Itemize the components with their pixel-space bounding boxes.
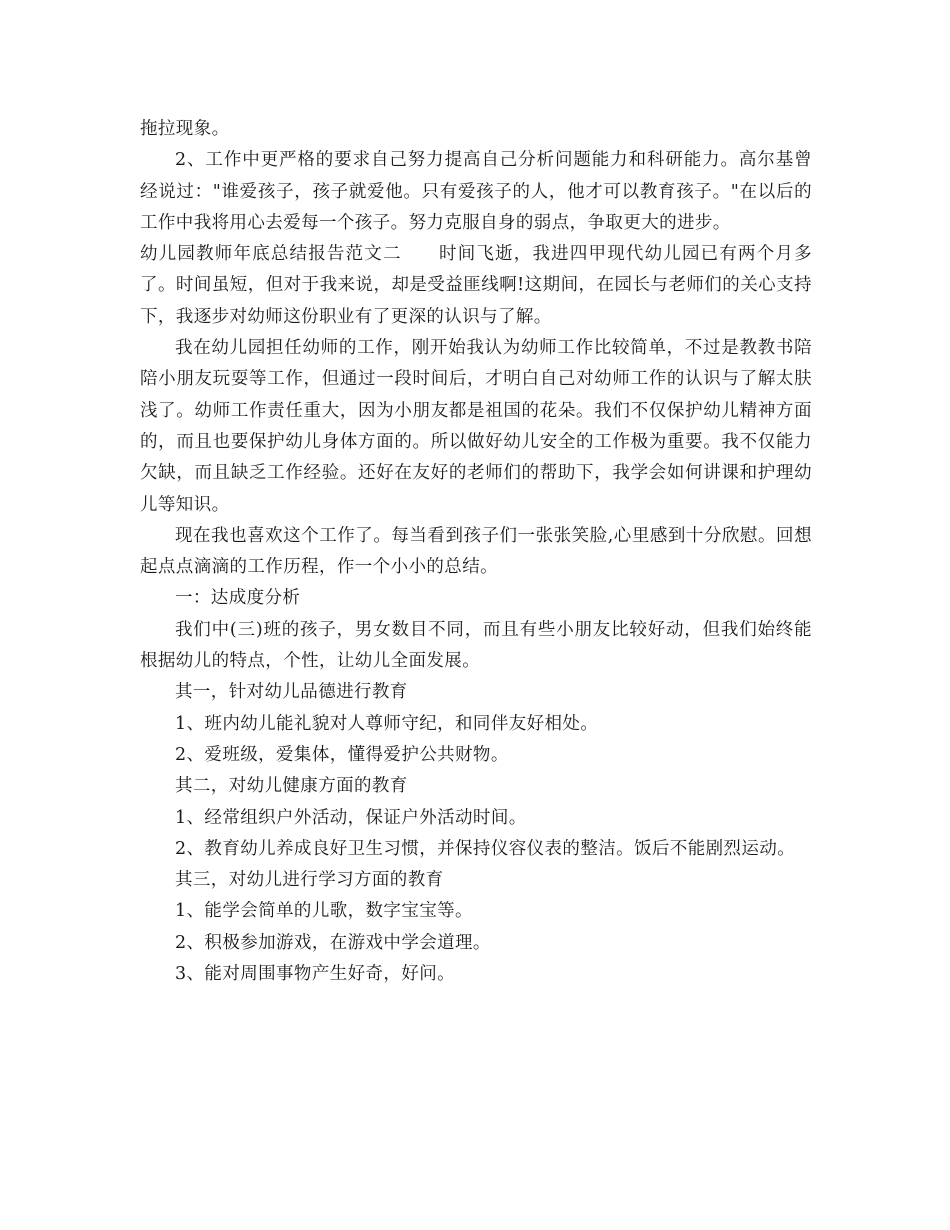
list-item: 2、爱班级，爱集体，懂得爱护公共财物。 [175, 744, 509, 765]
subsection-heading: 其三，对幼儿进行学习方面的教育 [175, 870, 444, 891]
list-item: 2、积极参加游戏，在游戏中学会道理。 [175, 932, 491, 953]
paragraph: 现在我也喜欢这个工作了。每当看到孩子们一张张笑脸,心里感到十分欣慰。回想起点点滴滴的工作历程，作一个小小的总结。 [140, 525, 812, 578]
list-item: 2、教育幼儿养成良好卫生习惯，并保持仪容仪表的整洁。饭后不能剧烈运动。 [175, 838, 796, 859]
subsection-heading: 其二，对幼儿健康方面的教育 [175, 776, 408, 797]
list-item: 1、能学会简单的儿歌，数字宝宝等。 [175, 901, 473, 922]
document-body [140, 114, 812, 990]
paragraph: 2、工作中更严格的要求自己努力提高自己分析问题能力和科研能力。高尔基曾经说过："谁爱孩子，孩子就爱他。只有爱孩子的人，他才可以教育孩子。"在以后的工作中我将用心去爱每一个孩子。努力克服自身的弱点，争取更大的进步。 [140, 150, 812, 233]
paragraph: 我们中(三)班的孩子，男女数目不同，而且有些小朋友比较好动，但我们始终能根据幼儿的特点，个性，让幼儿全面发展。 [140, 619, 812, 672]
list-item: 3、能对周围事物产生好奇，好问。 [175, 964, 456, 985]
list-item: 1、经常组织户外活动，保证户外活动时间。 [175, 807, 527, 828]
paragraph: 我在幼儿园担任幼师的工作，刚开始我认为幼师工作比较简单，不过是教教书陪陪小朋友玩耍等工作，但通过一段时间后，才明白自己对幼师工作的认识与了解太肤浅了。幼师工作责任重大，因为小朋友都是祖国的花朵。我们不仅保护幼儿精神方面的，而且也要保护幼儿身体方面的。所以做好幼儿安全的工作极为重要。我不仅能力欠缺，而且缺乏工作经验。还好在友好的老师们的帮助下，我学会如何讲课和护理幼儿等知识。 [140, 338, 812, 515]
paragraph: 拖拉现象。 [140, 119, 230, 139]
section-heading: 一：达成度分析 [175, 588, 301, 609]
subsection-heading: 其一，针对幼儿品德进行教育 [175, 682, 408, 703]
list-item: 1、班内幼儿能礼貌对人尊师守纪，和同伴友好相处。 [175, 713, 599, 734]
paragraph: 幼儿园教师年底总结报告范文二 时间飞逝，我进四甲现代幼儿园已有两个月多了。时间虽短，但对于我来说，却是受益匪线啊!这期间，在园长与老师们的关心支持下，我逐步对幼师这份职业有了更深的认识与了解。 [140, 244, 812, 327]
